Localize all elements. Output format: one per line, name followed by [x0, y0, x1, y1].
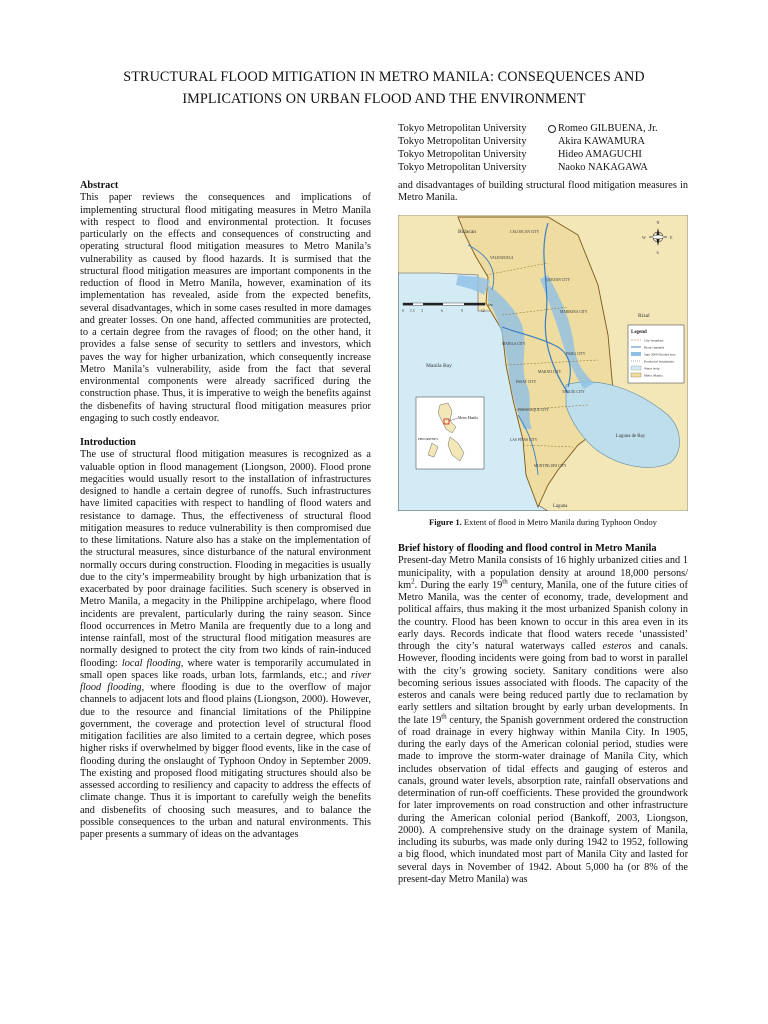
- scale-tick: 3: [421, 309, 423, 313]
- inset-label-philippines: PHILIPPINES: [418, 437, 438, 441]
- map-label-marikina: MARIKINA CITY: [560, 310, 588, 314]
- author-name: Akira KAWAMURA: [558, 136, 645, 147]
- history-heading: Brief history of flooding and flood control in Metro Manila: [398, 543, 657, 554]
- history-text-3: century, Manila, one of the future cities of Metro Manila, was the center of economy, trade, development and political affairs, thus making it the most urbanized Spanish colony in the country. Flood has been known to occur in this area even in its early days. Records indicate that flood waters recede ‘unassisted’ through the city’s natural waterways called: [398, 579, 688, 652]
- figure-caption-text: Extent of flood in Metro Manila during Typhoon Ondoy: [461, 517, 657, 527]
- inset-map: [416, 397, 484, 469]
- abstract-text: This paper reviews the consequences and implications of implementing structural flood mitigating measures in Metro Manila with respect to flood and environmental protection. It focuses particularly on the effects and consequences of constructing and operating structural flood mitigation measures to Metro Manila’s vulnerability as caused by flood hazards. It is surmised that the structural flood mitigation measures are important components in the reduction of flood in Metro Manila, however, examination of its implementation has revealed, aside from the expected benefits, several disadvantages, which in some cases resulted in more damages and greater losses. On one hand, affected communities are protected, to a certain degree from the ravages of flood; on the other hand, it provides a false sense of security to settlers and investors, which paves the way for higher urbanization, which consequently increase Metro Manila’s vulnerability, aside from the fact that several environmental components were already sacrificed during the construction phase. Thus, it is imperative to weigh the benefits against the disbenefits of having structural flood mitigation measures prior engaging to such costly endeavor.: [80, 192, 371, 424]
- history-text-4: and canals. However, flooding incidents were going from bad to worst in parallel with the city’s growing society. Sanitary conditions were also becoming serious issues associated with floods. The capacity of the esteros and canals were being reduced partly due to reclamation by early settlers and siltation brought by early urban developments. In the late 19: [398, 641, 688, 726]
- scale-tick: 9: [461, 309, 463, 313]
- river-flooding-term: river flood flooding: [80, 669, 371, 693]
- author-affiliation: Tokyo Metropolitan University: [398, 162, 527, 173]
- scale-tick: 6: [441, 309, 443, 313]
- legend-item: City boundary: [644, 338, 664, 343]
- intro-text-1: The use of structural flood mitigation measures is recognized as a valuable option in flood management (Liongson, 2000). Flood prone megacities would usually resort to the installation of infrastructures designed to handle a certain degree of runoffs. Such infrastructures have limited capacities with respect to handling of flood waters and resistance to damage. Thus, the effectiveness of structural flood mitigation measures to reduce vulnerability is then compromised due to these limitations. Nature also has a stake on the implementation of the structural measures, since disturbance of the natural environment normally occurs during construction. Flooding in megacities is usually due to the city’s impermeability brought by high urbanization that is exacerbated by poor drainage facilities. Such scenery is observed in Metro Manila, a megacity in the Philippine archipelago, where flood incidents are prevalent, particularly during the rainy season. Since flood occurrences in Metro Manila are frequently due to a long and intense rainfall, most of the structural flood mitigation measures are normally designed to protect the city from two kinds of rain-induced flooding:: [80, 449, 371, 669]
- history-text-1: Present-day Metro Manila consists of 16 highly urbanized cities and 1 municipality, with a population density at around 18,000 persons/ km: [398, 555, 688, 591]
- map-label-pasay: PASAY CITY: [516, 380, 537, 384]
- map-label-manila-bay: Manila Bay: [426, 363, 452, 369]
- map-label-bulacan: Bulacan: [458, 229, 477, 235]
- local-flooding-term: local flooding: [121, 657, 181, 669]
- legend-item: Sept 2009 flooded area: [644, 352, 676, 357]
- superscript-th: th: [502, 577, 508, 586]
- author-name: Naoko NAKAGAWA: [558, 162, 648, 173]
- scale-tick: 12: [481, 309, 485, 313]
- right-column: [398, 543, 688, 886]
- map-label-las-pinas: LAS PINAS CITY: [510, 438, 538, 442]
- map-label-laguna-de-bay: Laguna de Bay: [616, 434, 646, 439]
- map-label-caloocan: CALOOCAN CITY: [510, 230, 540, 234]
- superscript-th: th: [441, 712, 447, 721]
- history-text-5: century, the Spanish government ordered the construction of road drainage in every highway within Manila City. In 1905, during the early days of the American colonial period, studies were made to improve the storm-water drainage of Manila City, which includes observation of tidal effects and gauging of esteros and canals, ground water levels, absorption rate, rainfall observations and determination of run-off coefficients. These provided the groundwork for later improvements on road construction and other infrastructure during the American colonial period (Bankoff, 2003, Liongson, 2000). A comprehensive study on the drainage system of Manila, including its suburbs, was made only during 1942 to 1952, following a big flood, which inundated most part of Manila City and lasted for several days in November of 1942. About 5,000 ha (or 8% of the present-day Metro Manila) was: [398, 714, 688, 885]
- author-block: [398, 122, 658, 174]
- flood-extent-map: [398, 215, 688, 511]
- scale-unit: km: [488, 303, 493, 307]
- author-affiliation: Tokyo Metropolitan University: [398, 136, 527, 147]
- legend-item: Provincial boundaries: [644, 359, 674, 364]
- legend-swatch: [631, 366, 641, 370]
- title-line-1: STRUCTURAL FLOOD MITIGATION IN METRO MANILA: CONSEQUENCES AND: [123, 69, 645, 85]
- esteros-term: esteros: [602, 641, 632, 652]
- history-text-2: . During the early 19: [414, 579, 503, 591]
- history-paragraph: [398, 555, 688, 886]
- author-affiliation: Tokyo Metropolitan University: [398, 149, 527, 160]
- introduction-heading: Introduction: [80, 437, 136, 448]
- compass-s: S: [656, 250, 659, 255]
- map-label-makati: MAKATI CITY: [538, 370, 562, 374]
- author-name-text: Romeo GILBUENA, Jr.: [558, 123, 658, 134]
- legend-item: Metro Manila: [644, 373, 663, 378]
- map-label-valenzuela: VALENZUELA: [490, 256, 514, 260]
- figure-caption-label: Figure 1.: [429, 517, 462, 527]
- compass-w: W: [642, 235, 646, 240]
- legend-title: Legend: [631, 330, 647, 335]
- intro-continuation: and disadvantages of building structural flood mitigation measures in Metro Manila.: [398, 180, 688, 204]
- inset-label-metro-manila: Metro Manila: [458, 416, 478, 420]
- legend-item: Water body: [644, 366, 660, 371]
- map-label-laguna: Laguna: [553, 504, 568, 509]
- abstract-heading: Abstract: [80, 180, 119, 191]
- paper-title: [60, 66, 708, 110]
- legend-item: River channels: [644, 345, 665, 350]
- compass-n: N: [656, 220, 660, 225]
- superscript-2: 2: [411, 577, 415, 586]
- scale-tick: 1.5: [410, 309, 415, 313]
- map-label-pasig: PASIG CITY: [566, 352, 586, 356]
- figure-caption: [398, 517, 688, 527]
- author-affiliation: Tokyo Metropolitan University: [398, 123, 527, 134]
- author-name: [548, 122, 658, 135]
- corresponding-author-icon: [548, 125, 556, 133]
- legend-swatch: [631, 352, 641, 356]
- author-row: [398, 135, 658, 148]
- map-label-taguig: TAGUIG CITY: [562, 390, 585, 394]
- introduction-paragraph: [80, 449, 371, 841]
- map-label-rizal: Rizal: [638, 313, 650, 319]
- left-column: [80, 180, 371, 841]
- intro-text-2: , where water is temporarily accumulated in small open spaces like roads, urban lots, farmlands, etc.; and: [80, 657, 371, 681]
- compass-e: E: [670, 235, 673, 240]
- legend-swatch: [631, 373, 641, 377]
- author-row: [398, 122, 658, 135]
- map-label-paranaque: PARANAQUE CITY: [518, 408, 550, 412]
- map-label-muntinlupa: MUNTINLUPA CITY: [534, 464, 567, 468]
- intro-text-3: , where flooding is due to the overflow of major channels to adjacent lots and flood plains (Liongson, 2000). However, due to the resource and financial limitations of the Philippine government, the coverage and protection level of structural flood mitigation facilities are also limited to a certain degree, which poses higher risks if overwhelmed by bigger flood events, like in the case of flooding during the onslaught of Typhoon Ondoy in September 2009. The existing and proposed flood mitigating structures should also be assessed according to resiliency and capacity to address the effects of climate change. Thus it is important to carefully weigh the benefits and disbenefits of choosing such measures, and to balance the possible consequences to the urban and natural environments. This paper presents a summary of ideas on the advantages: [80, 682, 371, 840]
- author-row: [398, 161, 658, 174]
- map-legend: [628, 325, 684, 383]
- title-line-2: IMPLICATIONS ON URBAN FLOOD AND THE ENVIRONMENT: [182, 91, 586, 107]
- scale-tick: 0: [402, 309, 404, 313]
- map-label-quezon: QUEZON CITY: [546, 278, 571, 282]
- author-name: Hideo AMAGUCHI: [558, 149, 642, 160]
- author-row: [398, 148, 658, 161]
- map-label-manila: MANILA CITY: [502, 342, 526, 346]
